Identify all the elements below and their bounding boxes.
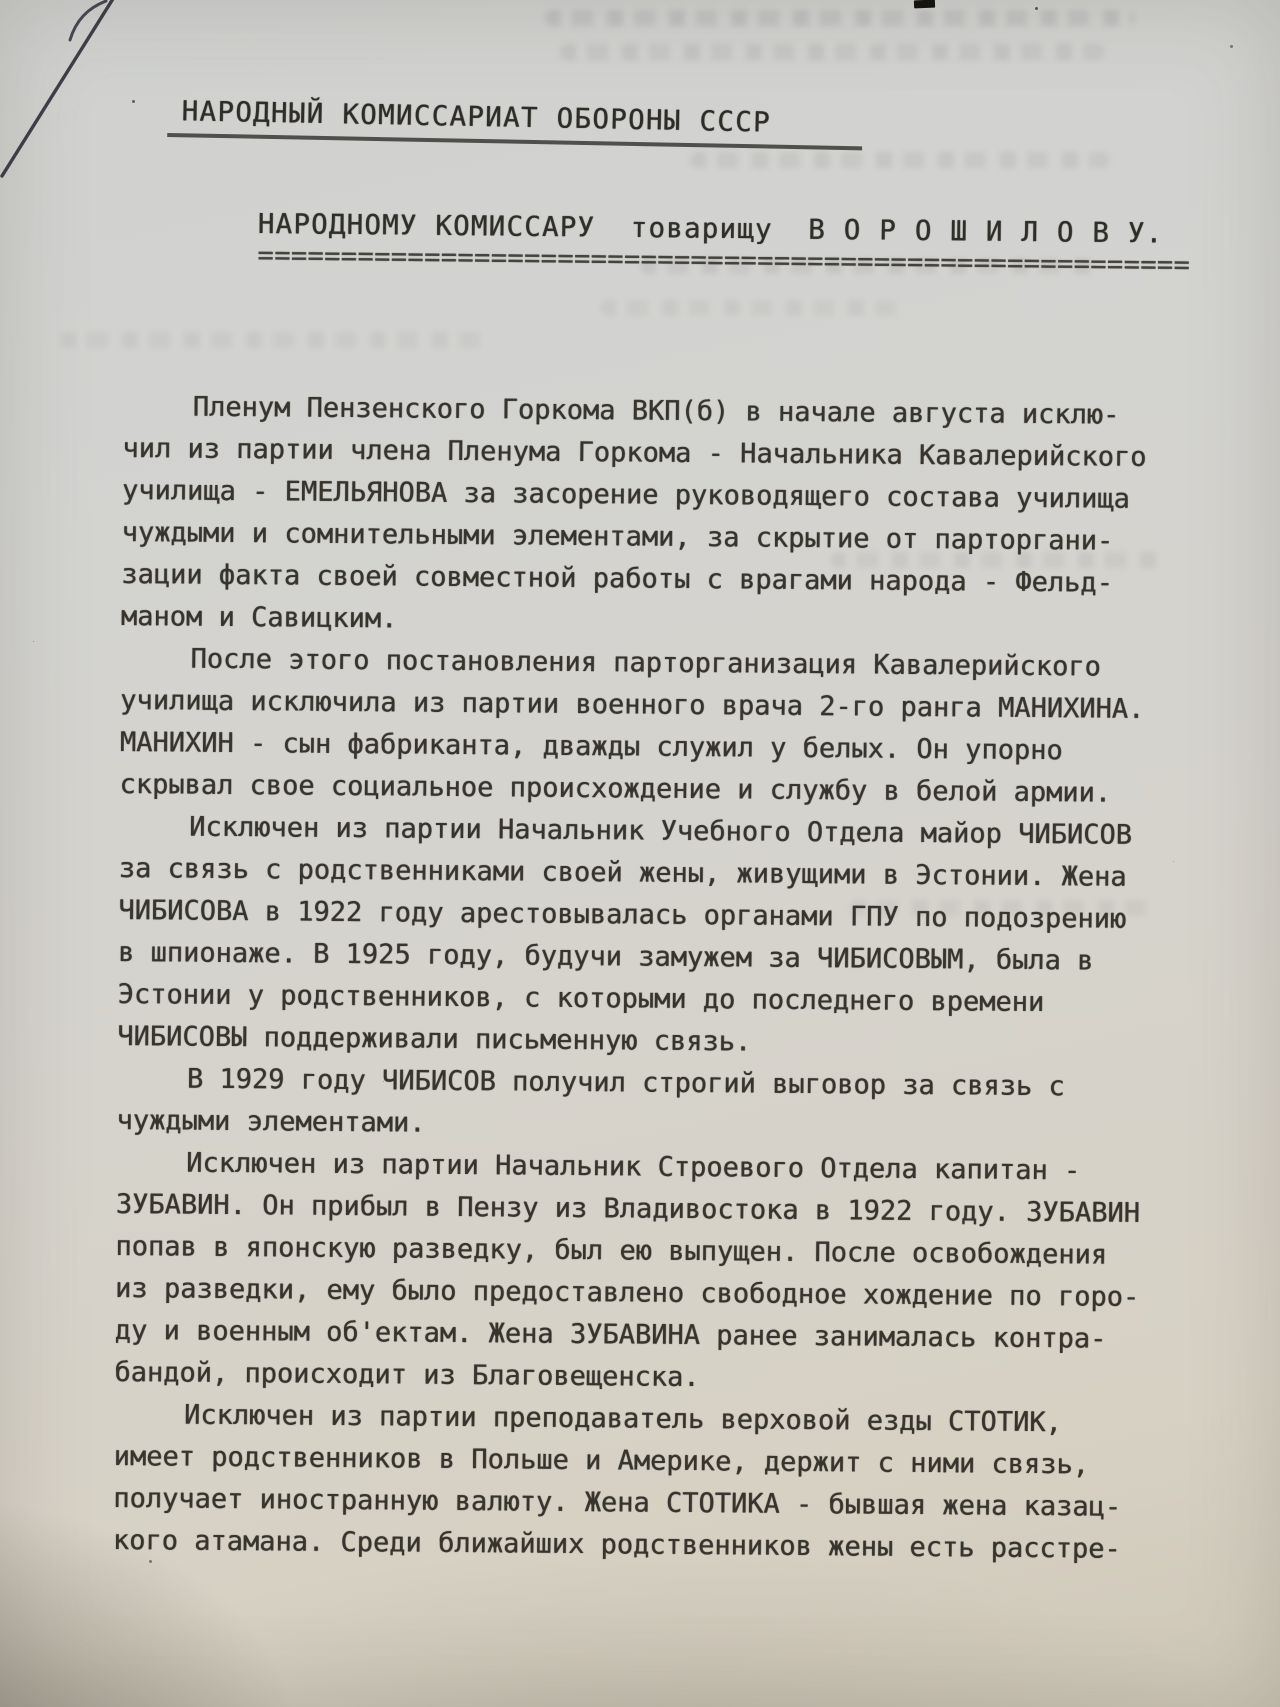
text-line: бандой, происходит из Благовещенска. [114, 1356, 700, 1394]
text-line: училища - ЕМЕЛЬЯНОВА за засорение руководящего состава училища [121, 474, 1131, 515]
text-line: чуждыми и сомнительными элементами, за скрытие от парторгани- [121, 516, 1114, 557]
bleed-through-artifact [60, 332, 490, 348]
paragraph [113, 1394, 1189, 1571]
paragraph [119, 638, 1195, 815]
addressee-line: НАРОДНОМУ КОМИССАРУ товарищу В О Р О Ш И Л О В У. [257, 208, 1164, 250]
bleed-through-artifact [600, 300, 900, 316]
text-line: за связь с родственниками своей жены, живущими в Эстонии. Жена [118, 852, 1127, 893]
paragraph [121, 386, 1198, 647]
text-line: ЧИБИСОВА в 1922 году арестовывалась органами ГПУ по подозрению [118, 894, 1127, 935]
text-line: маном и Савицким. [120, 600, 398, 635]
paragraph [116, 1058, 1192, 1151]
top-edge-ink-mark [914, 0, 935, 8]
text-line: имеет родственников в Польше и Америке, держит с ними связь, [113, 1440, 1090, 1481]
text-line: кого атамана. Среди ближайших родственников жены есть расстре- [112, 1524, 1121, 1565]
text-line: в шпионаже. В 1925 году, будучи замужем за ЧИБИСОВЫМ, была в [117, 936, 1094, 977]
text-line: чил из партии члена Пленума Горкома - Начальника Кавалерийского [122, 432, 1147, 473]
text-line: В 1929 году ЧИБИСОВ получил строгий выговор за связь с [186, 1063, 1065, 1103]
text-line: ЧИБИСОВЫ поддерживали письменную связь. [117, 1020, 752, 1058]
bleed-through-artifact [690, 152, 1110, 168]
paragraph [114, 1142, 1191, 1403]
text-line: скрывал свое социальное происхождение и службу в белой армии. [119, 768, 1112, 809]
bleed-through-artifact [560, 44, 1105, 60]
text-line: После этого постановления парторганизация Кавалерийского [190, 643, 1102, 683]
text-line: Исключен из партии Начальник Строевого Отдела капитан - [186, 1147, 1081, 1187]
text-line: МАНИХИН - сын фабриканта, дважды служил у белых. Он упорно [119, 726, 1063, 767]
text-line: из разведки, ему было предоставлено свободное хождение по горо- [114, 1272, 1140, 1313]
text-line: попав в японскую разведку, был ею выпущен. После освобождения [115, 1230, 1108, 1271]
typed-separator-rule: ======================================================== [257, 239, 1191, 281]
paragraph [117, 806, 1194, 1067]
letterhead-title: НАРОДНЫЙ КОМИССАРИАТ ОБОРОНЫ СССР [181, 95, 772, 139]
text-line: училища исключила из партии военного врача 2-го ранга МАНИХИНА. [120, 684, 1145, 725]
text-line: ду и военным об'ектам. Жена ЗУБАВИНА ранее занималась контра- [114, 1314, 1107, 1355]
text-line: Эстонии у родственников, с которыми до последнего времени [117, 978, 1045, 1019]
text-line: Пленум Пензенского Горкома ВКП(б) в начале августа исклю- [192, 391, 1120, 431]
bleed-through-artifact [545, 10, 1135, 26]
text-line: чуждыми элементами. [116, 1104, 426, 1139]
addressee-block [257, 208, 1191, 281]
text-line: Исключен из партии Начальник Учебного Отдела майор ЧИБИСОВ [189, 811, 1133, 851]
text-line: ЗУБАВИН. Он прибыл в Пензу из Владивостока в 1922 году. ЗУБАВИН [115, 1188, 1141, 1229]
dust-specks [132, 100, 135, 103]
text-line: зации факта своей совместной работы с врагами народа - Фельд- [121, 558, 1114, 599]
text-line: Исключен из партии преподаватель верховой езды СТОТИК, [183, 1399, 1062, 1439]
text-line: получает иностранную валюту. Жена СТОТИКА - бывшая жена казац- [113, 1482, 1122, 1523]
document-body [113, 386, 1198, 1571]
letterhead [167, 95, 863, 150]
